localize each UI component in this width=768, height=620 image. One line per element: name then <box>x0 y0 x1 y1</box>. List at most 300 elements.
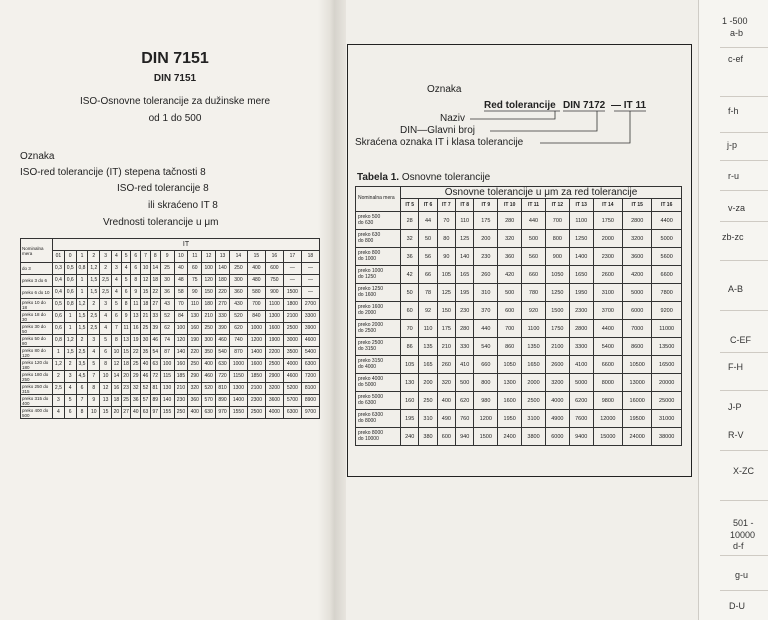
table-cell: 0,4 <box>53 287 65 299</box>
table-cell: 900 <box>545 248 569 266</box>
row-label <box>356 392 401 410</box>
index-tab-label[interactable]: v-za <box>728 203 746 213</box>
row-label-to: do 10000 <box>358 435 379 442</box>
table-cell: 40 <box>131 407 141 419</box>
table-cell: 3600 <box>265 395 283 407</box>
glavni-bracket <box>490 111 597 131</box>
table-cell: 500 <box>498 284 522 302</box>
table-cell: 400 <box>437 392 455 410</box>
table-cell: 120 <box>202 275 216 287</box>
table-cell: 5000 <box>652 230 682 248</box>
table-cell: 89 <box>150 395 160 407</box>
table-cell: 0,5 <box>64 263 76 275</box>
table-cell: 6 <box>111 311 121 323</box>
table-cell: 1 <box>76 287 88 299</box>
table-cell: 38000 <box>652 428 682 446</box>
table-cell: 180 <box>216 275 230 287</box>
din-code: DIN 7172 <box>563 100 606 111</box>
column-header: 13 <box>216 251 230 263</box>
table-cell: 70 <box>437 212 455 230</box>
table-cell: 5200 <box>283 383 301 395</box>
designation-line-1: ISO-red tolerancije (IT) stepena tačnosti 8 <box>20 167 206 178</box>
table-cell: 800 <box>474 374 498 392</box>
column-header: IT 13 <box>569 199 593 212</box>
table-row <box>356 320 682 338</box>
table-cell: 620 <box>456 392 474 410</box>
table-cell: 15000 <box>593 428 622 446</box>
tab-divider <box>720 96 768 97</box>
row-label: preko 50 do 80 <box>21 335 53 347</box>
table-title <box>357 172 490 183</box>
column-header: IT 12 <box>545 199 569 212</box>
index-tab-label[interactable]: R-V <box>728 430 744 440</box>
index-tab-label[interactable]: D-U <box>729 601 745 611</box>
table-row <box>356 428 682 446</box>
table-corner-right: Nominalna mera <box>356 187 401 212</box>
table-cell: 7200 <box>301 371 319 383</box>
tab-divider <box>720 590 768 591</box>
table-cell: 430 <box>229 299 247 311</box>
table-cell: 0,8 <box>64 299 76 311</box>
table-cell: 23 <box>121 383 131 395</box>
table-cell: 2 <box>53 371 65 383</box>
table-cell: 420 <box>498 266 522 284</box>
table-cell: 1200 <box>247 335 265 347</box>
standard-number: DIN 7151 <box>153 73 197 84</box>
table-cell: 52 <box>141 383 151 395</box>
table-cell: 400 <box>202 359 216 371</box>
table-cell: 42 <box>401 266 419 284</box>
column-header: IT 7 <box>437 199 455 212</box>
table-cell: 310 <box>419 410 437 428</box>
column-header: 16 <box>265 251 283 263</box>
table-cell: 260 <box>437 356 455 374</box>
table-cell: 5400 <box>301 347 319 359</box>
row-label: preko 315 do 400 <box>21 395 53 407</box>
row-label: preko 6 do 10 <box>21 287 53 299</box>
table-cell: 380 <box>419 428 437 446</box>
table-cell: 43 <box>160 299 174 311</box>
table-row <box>356 284 682 302</box>
index-tab-label[interactable]: r-u <box>728 171 739 181</box>
table-cell: 5 <box>100 335 112 347</box>
table-cell: 0,3 <box>53 263 65 275</box>
table-cell: 10 <box>141 263 151 275</box>
table-cell: 160 <box>174 359 188 371</box>
glavni-broj-label: DIN—Glavni broj <box>400 125 476 136</box>
table-cell: 8 <box>100 359 112 371</box>
table-cell: 4 <box>53 407 65 419</box>
tab-divider <box>720 352 768 353</box>
table-cell: 8 <box>111 335 121 347</box>
table-cell: 185 <box>174 371 188 383</box>
table-cell: 560 <box>522 248 546 266</box>
table-row <box>356 248 682 266</box>
table-cell: 500 <box>456 374 474 392</box>
table-cell: 6 <box>76 383 88 395</box>
table-cell: 125 <box>437 284 455 302</box>
table-cell: 1950 <box>569 284 593 302</box>
tab-divider <box>720 310 768 311</box>
column-header: 11 <box>188 251 202 263</box>
table-cell: 480 <box>247 275 265 287</box>
table-cell: 500 <box>522 230 546 248</box>
table-cell: 200 <box>474 230 498 248</box>
table-cell: 6 <box>100 347 112 359</box>
table-cell: 20 <box>111 407 121 419</box>
table-cell: 2600 <box>545 356 569 374</box>
table-cell: 4900 <box>545 410 569 428</box>
table-cell: 10500 <box>623 356 652 374</box>
table-cell: 840 <box>247 311 265 323</box>
table-cell: 11000 <box>652 320 682 338</box>
table-cell: 11 <box>121 323 131 335</box>
table-cell: 360 <box>229 287 247 299</box>
row-label-to: do 8000 <box>358 417 377 424</box>
column-header: 8 <box>150 251 160 263</box>
table-cell: 620 <box>229 323 247 335</box>
table-cell: 46 <box>150 335 160 347</box>
table-cell: 400 <box>247 263 265 275</box>
table-cell: 8600 <box>623 338 652 356</box>
table-cell: 270 <box>216 299 230 311</box>
column-header: IT 15 <box>623 199 652 212</box>
table-cell: 2300 <box>593 248 622 266</box>
table-cell: 4100 <box>569 356 593 374</box>
table-cell: 9 <box>88 395 100 407</box>
table-cell: 1300 <box>265 311 283 323</box>
table-cell: 19 <box>131 335 141 347</box>
table-cell: 18 <box>150 275 160 287</box>
table-cell: 310 <box>474 284 498 302</box>
table-cell: 6000 <box>623 302 652 320</box>
table-cell: 940 <box>456 428 474 446</box>
table-cell: 35 <box>141 347 151 359</box>
table-cell: 150 <box>437 302 455 320</box>
table-cell: 140 <box>174 347 188 359</box>
tab-divider <box>720 260 768 261</box>
table-cell: 1,2 <box>64 335 76 347</box>
table-cell: 2400 <box>498 428 522 446</box>
table-cell: 320 <box>437 374 455 392</box>
index-tab-label[interactable]: 1 -500 <box>722 16 748 26</box>
table-cell: 2300 <box>247 395 265 407</box>
table-cell: 46 <box>141 371 151 383</box>
table-cell: 1750 <box>593 212 622 230</box>
table-cell: 6300 <box>283 407 301 419</box>
table-cell: 0,6 <box>53 311 65 323</box>
index-tab-label[interactable]: d-f <box>733 541 744 551</box>
naziv-label: Naziv <box>440 113 466 124</box>
table-cell: 0,6 <box>64 287 76 299</box>
row-label-from: preko 2500 <box>358 340 384 346</box>
table-cell: 22 <box>131 347 141 359</box>
index-tab-label[interactable]: F-H <box>728 362 743 372</box>
table-cell: 600 <box>265 263 283 275</box>
row-label <box>356 212 401 230</box>
table-cell: 1500 <box>283 287 301 299</box>
table-cell: 140 <box>456 248 474 266</box>
table-cell: 2000 <box>593 230 622 248</box>
table-cell: 280 <box>498 212 522 230</box>
table-cell: 21 <box>141 311 151 323</box>
table-cell: 3100 <box>522 410 546 428</box>
column-header: 18 <box>301 251 319 263</box>
table-cell: 15 <box>121 347 131 359</box>
table-cell: 1250 <box>569 230 593 248</box>
row-label-from: preko 3150 <box>358 358 384 364</box>
table-cell: 90 <box>188 287 202 299</box>
table-cell: 36 <box>160 287 174 299</box>
index-tab-label[interactable]: J-P <box>728 402 742 412</box>
table-cell: 1600 <box>247 359 265 371</box>
table-cell: 4600 <box>283 371 301 383</box>
table-cell: 12 <box>141 275 151 287</box>
table-cell: 440 <box>522 212 546 230</box>
table-cell: 12 <box>111 359 121 371</box>
table-cell: 70 <box>174 299 188 311</box>
table-cell: 8 <box>88 383 100 395</box>
column-header: 01 <box>53 251 65 263</box>
row-label-to: do 2000 <box>358 309 377 316</box>
row-label <box>356 266 401 284</box>
row-label <box>356 320 401 338</box>
table-cell: 97 <box>150 407 160 419</box>
table-cell: 100 <box>174 323 188 335</box>
table-cell: 1050 <box>545 266 569 284</box>
table-cell: 39 <box>150 323 160 335</box>
index-tab-label[interactable]: zb-zc <box>722 232 744 242</box>
designation-line-3: ili skraćeno IT 8 <box>148 200 218 211</box>
table-cell: 3000 <box>283 335 301 347</box>
oznaka-label: Oznaka <box>20 151 55 162</box>
row-label-to: do 630 <box>358 219 374 226</box>
table-cell: 1250 <box>545 284 569 302</box>
index-tab-label[interactable]: 501 - <box>733 518 754 528</box>
designation-line-2: ISO-red tolerancije 8 <box>117 183 209 194</box>
table-cell: 1000 <box>247 323 265 335</box>
table-cell: 780 <box>522 284 546 302</box>
table-cell: 1,5 <box>76 323 88 335</box>
table-cell: 9200 <box>652 302 682 320</box>
tab-divider <box>720 132 768 133</box>
row-label-from: preko 1250 <box>358 286 384 292</box>
table-cell: 580 <box>247 287 265 299</box>
table-cell: 0,6 <box>64 275 76 287</box>
table-cell: 74 <box>160 335 174 347</box>
column-header: 17 <box>283 251 301 263</box>
table-row <box>356 266 682 284</box>
table-cell: 350 <box>202 347 216 359</box>
table-cell: 1500 <box>545 302 569 320</box>
table-cell: 155 <box>160 407 174 419</box>
table-cell: 1600 <box>498 392 522 410</box>
table-cell: 57 <box>141 395 151 407</box>
table-cell: 750 <box>265 275 283 287</box>
table-cell: 32 <box>401 230 419 248</box>
table-cell: 29 <box>131 371 141 383</box>
table-cell: 210 <box>174 383 188 395</box>
table-caption: Osnovne tolerancije <box>401 172 491 183</box>
table-cell: 140 <box>160 395 174 407</box>
table-cell: 0,8 <box>53 335 65 347</box>
table-cell: 2800 <box>623 212 652 230</box>
table-cell: 25 <box>121 395 131 407</box>
row-label-from: preko 800 <box>358 250 381 256</box>
table-cell: 5000 <box>623 284 652 302</box>
row-label: preko 120 do 180 <box>21 359 53 371</box>
table-cell: 16 <box>111 383 121 395</box>
table-cell: 7000 <box>623 320 652 338</box>
row-label: preko 18 do 30 <box>21 311 53 323</box>
index-tab-label[interactable]: A-B <box>728 284 744 294</box>
table-cell: 63 <box>150 359 160 371</box>
table-cell: 3900 <box>301 323 319 335</box>
designation-line-4: Vrednosti tolerancije u μm <box>103 217 219 228</box>
index-tab-label[interactable]: c-ef <box>728 54 744 64</box>
table-cell: 2500 <box>265 359 283 371</box>
range-text: od 1 do 500 <box>148 113 202 124</box>
row-label-from: preko 1000 <box>358 268 384 274</box>
table-cell: 320 <box>188 383 202 395</box>
row-label-to: do 3150 <box>358 345 377 352</box>
table-cell: 60 <box>188 263 202 275</box>
column-header: 4 <box>111 251 121 263</box>
table-cell: 3100 <box>593 284 622 302</box>
row-label: preko 250 do 315 <box>21 383 53 395</box>
table-cell: 4600 <box>301 335 319 347</box>
index-tab-label[interactable]: C-EF <box>730 335 751 345</box>
table-cell: 2500 <box>522 392 546 410</box>
table-cell: 78 <box>419 284 437 302</box>
table-cell: 4200 <box>623 266 652 284</box>
row-label <box>356 248 401 266</box>
row-label: preko 10 do 18 <box>21 299 53 311</box>
table-cell: 5700 <box>283 395 301 407</box>
table-cell: 330 <box>216 311 230 323</box>
row-label-from: preko 2000 <box>358 322 384 328</box>
table-cell: 2100 <box>247 383 265 395</box>
row-label: preko 3 do 6 <box>21 275 53 287</box>
table-cell: 1300 <box>498 374 522 392</box>
table-cell: 5 <box>88 359 100 371</box>
column-header: 12 <box>202 251 216 263</box>
table-cell: 3600 <box>623 248 652 266</box>
table-cell: 1050 <box>498 356 522 374</box>
table-cell: 9800 <box>593 392 622 410</box>
table-cell: 360 <box>498 248 522 266</box>
table-cell: 6200 <box>569 392 593 410</box>
row-label <box>356 338 401 356</box>
row-label <box>356 410 401 428</box>
table-cell: 3 <box>88 335 100 347</box>
row-label-to: do 1000 <box>358 255 377 262</box>
table-cell: 9 <box>131 287 141 299</box>
table-cell: 3800 <box>522 428 546 446</box>
table-cell: 40 <box>141 359 151 371</box>
table-cell: 160 <box>188 323 202 335</box>
table-cell: 1350 <box>522 338 546 356</box>
row-label-from: preko 4000 <box>358 376 384 382</box>
table-cell: 13 <box>121 335 131 347</box>
table-cell: 1600 <box>265 323 283 335</box>
table-cell: 1,2 <box>88 263 100 275</box>
table-cell: 290 <box>188 371 202 383</box>
table-cell: 8900 <box>301 395 319 407</box>
column-header: IT 11 <box>522 199 546 212</box>
column-header: IT 5 <box>401 199 419 212</box>
table-cell: 15 <box>100 407 112 419</box>
table-cell: 2500 <box>247 407 265 419</box>
table-cell: 1800 <box>283 299 301 311</box>
table-cell: 330 <box>456 338 474 356</box>
index-tab-label[interactable]: j-p <box>727 140 738 150</box>
table-cell: 0,5 <box>53 299 65 311</box>
table-cell: 230 <box>174 395 188 407</box>
table-cell: 6 <box>64 407 76 419</box>
row-label-from: preko 1600 <box>358 304 384 310</box>
row-label: preko 180 do 250 <box>21 371 53 383</box>
table-cell: 320 <box>498 230 522 248</box>
table-cell: 195 <box>401 410 419 428</box>
column-header: 0 <box>64 251 76 263</box>
table-cell: 15 <box>141 287 151 299</box>
table-cell: 16000 <box>623 392 652 410</box>
table-cell: 20 <box>121 371 131 383</box>
table-cell: 540 <box>216 347 230 359</box>
table-cell: 6 <box>121 287 131 299</box>
table-cell: 1750 <box>545 320 569 338</box>
table-cell: 2,5 <box>76 347 88 359</box>
table-cell: 9700 <box>301 407 319 419</box>
index-tab-label[interactable]: g-u <box>735 570 749 580</box>
table-cell: 2 <box>76 335 88 347</box>
table-cell: 860 <box>498 338 522 356</box>
table-cell: 27 <box>121 407 131 419</box>
table-cell: 7 <box>88 371 100 383</box>
table-cell: 60 <box>401 302 419 320</box>
table-cell: 150 <box>202 287 216 299</box>
table-cell: 1300 <box>229 383 247 395</box>
table-cell: 300 <box>202 335 216 347</box>
table-cell: — <box>301 287 319 299</box>
table-cell: 2600 <box>593 266 622 284</box>
table-cell: 165 <box>456 266 474 284</box>
skracena-bracket <box>540 111 630 143</box>
table-cell: 1400 <box>569 248 593 266</box>
index-tab-label[interactable]: 10000 <box>730 530 756 540</box>
table-cell: 2,5 <box>100 287 112 299</box>
table-cell: 2 <box>64 359 76 371</box>
index-tab-label[interactable]: a-b <box>730 28 744 38</box>
index-tab-label[interactable]: X-ZC <box>733 466 754 476</box>
table-cell: 490 <box>437 410 455 428</box>
table-cell: 2 <box>100 263 112 275</box>
column-header: 1 <box>76 251 88 263</box>
table-cell: 16500 <box>652 356 682 374</box>
table-cell: 1 <box>64 311 76 323</box>
red-tolerancije-label: Red tolerancije <box>484 100 556 111</box>
table-cell: 1900 <box>265 335 283 347</box>
index-tab-label[interactable]: f-h <box>728 106 739 116</box>
table-cell: 190 <box>188 335 202 347</box>
column-header: 3 <box>100 251 112 263</box>
table-cell: 250 <box>229 263 247 275</box>
table-cell: 86 <box>401 338 419 356</box>
column-header: 5 <box>121 251 131 263</box>
table-cell: 2,5 <box>100 275 112 287</box>
table-cell: 1200 <box>474 410 498 428</box>
